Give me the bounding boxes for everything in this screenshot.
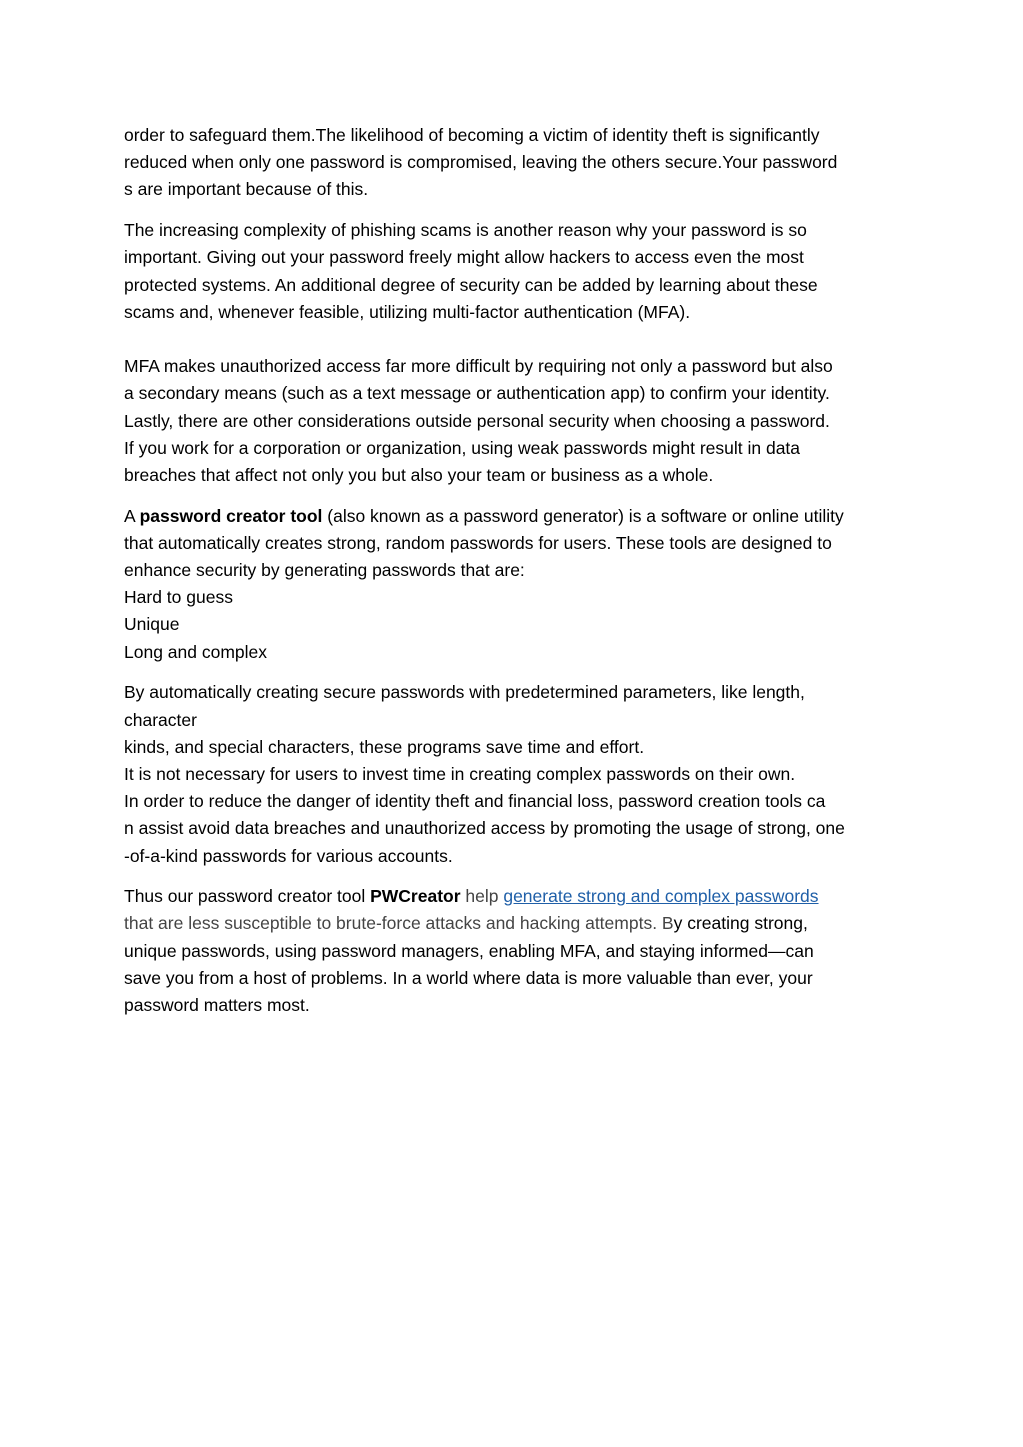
text-line: a secondary means (such as a text message or authentication app) to confirm your identity. — [124, 383, 830, 404]
text-line: MFA makes unauthorized access far more difficult by requiring not only a password but also — [124, 356, 833, 377]
paragraph-password-creator-tool — [124, 503, 904, 666]
list-item: Long and complex — [124, 641, 268, 662]
text-line: It is not necessary for users to invest time in creating complex passwords on their own. — [124, 763, 796, 784]
text-run: A — [124, 505, 140, 526]
text-run: that are less susceptible to brute-force attacks and hacking attempts. B — [124, 913, 674, 934]
text-line — [124, 503, 904, 530]
paragraph-phishing — [124, 217, 904, 326]
text-line: s are important because of this. — [124, 179, 369, 200]
text-line: The increasing complexity of phishing scams is another reason why your password is so — [124, 220, 807, 241]
text-line: breaches that affect not only you but also your team or business as a whole. — [124, 464, 714, 485]
text-line: By automatically creating secure passwords with predetermined parameters, like length, — [124, 682, 805, 703]
text-line: n assist avoid data breaches and unauthorized access by promoting the usage of strong, one — [124, 818, 845, 839]
text-line: kinds, and special characters, these programs save time and effort. — [124, 736, 645, 757]
text-line: In order to reduce the danger of identity theft and financial loss, password creation tools ca — [124, 791, 826, 812]
text-line: reduced when only one password is compromised, leaving the others secure.Your password — [124, 152, 838, 173]
paragraph-mfa — [124, 353, 904, 489]
text-line: order to safeguard them.The likelihood of becoming a victim of identity theft is significantly — [124, 125, 820, 145]
text-line: protected systems. An additional degree of security can be added by learning about these — [124, 274, 818, 295]
paragraph-pwcreator — [124, 883, 904, 1019]
generate-passwords-link[interactable]: generate strong and complex passwords — [503, 886, 819, 907]
text-line: Lastly, there are other considerations outside personal security when choosing a password. — [124, 410, 830, 431]
list-item: Hard to guess — [124, 587, 233, 608]
brand-name: PWCreator — [370, 886, 461, 907]
text-line — [124, 883, 904, 910]
text-line: character — [124, 709, 197, 730]
text-run: (also known as a password generator) is a software or online utility — [322, 505, 844, 526]
text-run: y creating strong, — [673, 913, 808, 934]
text-line: unique passwords, using password managers, enabling MFA, and staying informed—can — [124, 940, 814, 961]
text-line: important. Giving out your password freely might allow hackers to access even the most — [124, 247, 804, 268]
document-page — [124, 122, 904, 1019]
text-run: Thus our password creator tool — [124, 886, 371, 907]
text-line: password matters most. — [124, 995, 310, 1016]
text-line: that automatically creates strong, random passwords for users. These tools are designed to — [124, 532, 832, 553]
text-line: -of-a-kind passwords for various accounts. — [124, 845, 453, 866]
text-line: scams and, whenever feasible, utilizing multi-factor authentication (MFA). — [124, 301, 691, 322]
list-item: Unique — [124, 614, 180, 635]
text-line: enhance security by generating passwords that are: — [124, 560, 525, 581]
text-line — [124, 910, 904, 937]
text-run: help — [460, 886, 504, 907]
bold-term: password creator tool — [139, 505, 323, 526]
text-line: If you work for a corporation or organization, using weak passwords might result in data — [124, 437, 801, 458]
text-line: save you from a host of problems. In a world where data is more valuable than ever, your — [124, 967, 813, 988]
paragraph-automatic-creation — [124, 679, 904, 869]
paragraph-password-safeguard — [124, 122, 904, 204]
